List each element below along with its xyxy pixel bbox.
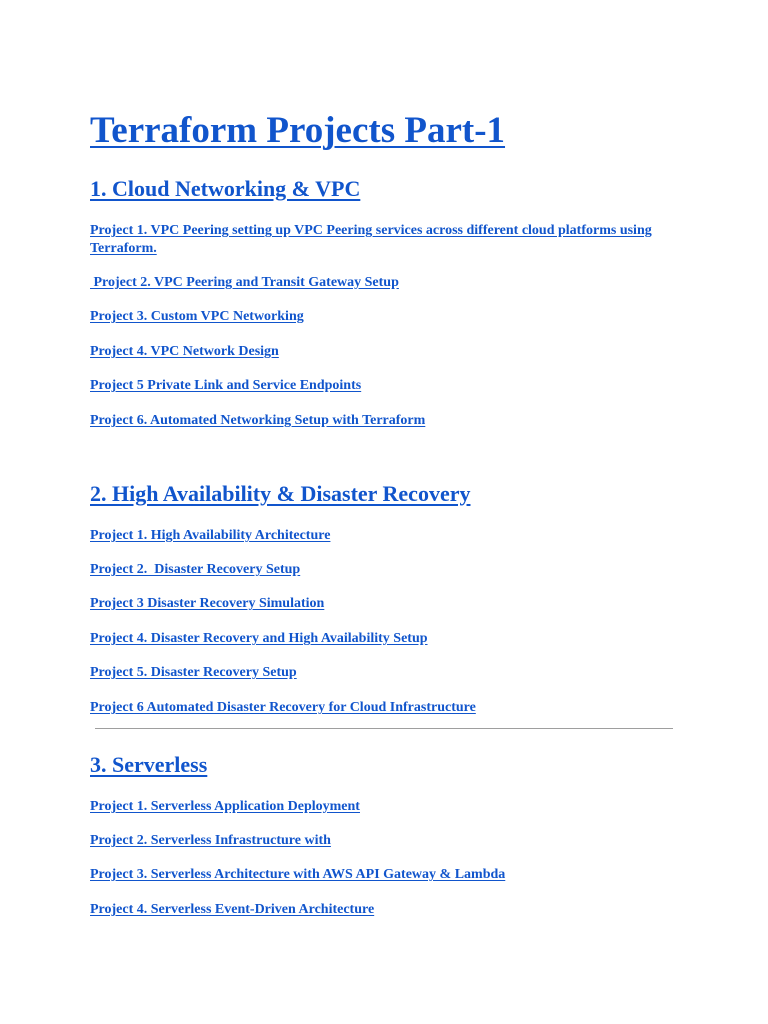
link-ha-project-3[interactable]: Project 3 Disaster Recovery Simulation [90, 596, 325, 611]
link-ha-project-2[interactable]: Project 2. Disaster Recovery Setup [90, 562, 301, 577]
link-ha-project-5[interactable]: Project 5. Disaster Recovery Setup [90, 665, 297, 680]
section-heading-cloud-networking[interactable]: 1. Cloud Networking & VPC [90, 176, 361, 201]
link-serverless-project-3[interactable]: Project 3. Serverless Architecture with AWS API Gateway & Lambda [90, 867, 506, 882]
link-networking-project-3[interactable]: Project 3. Custom VPC Networking [90, 309, 304, 324]
horizontal-divider [95, 728, 673, 729]
link-serverless-project-2[interactable]: Project 2. Serverless Infrastructure with [90, 833, 331, 848]
link-networking-project-4[interactable]: Project 4. VPC Network Design [90, 344, 279, 359]
link-serverless-project-4[interactable]: Project 4. Serverless Event-Driven Architecture [90, 902, 375, 917]
link-ha-project-6[interactable]: Project 6 Automated Disaster Recovery for Cloud Infrastructure [90, 700, 476, 715]
page-title-link[interactable]: Terraform Projects Part-1 [90, 110, 506, 151]
section-heading-serverless[interactable]: 3. Serverless [90, 752, 208, 777]
link-ha-project-4[interactable]: Project 4. Disaster Recovery and High Availability Setup [90, 631, 428, 646]
link-networking-project-5[interactable]: Project 5 Private Link and Service Endpoints [90, 378, 362, 393]
link-networking-project-2[interactable]: Project 2. VPC Peering and Transit Gateway Setup [90, 275, 399, 290]
link-ha-project-1[interactable]: Project 1. High Availability Architecture [90, 528, 331, 543]
link-networking-project-6[interactable]: Project 6. Automated Networking Setup with Terraform [90, 413, 426, 428]
link-serverless-project-1[interactable]: Project 1. Serverless Application Deployment [90, 799, 360, 814]
link-networking-project-1[interactable]: Project 1. VPC Peering setting up VPC Peering services across different cloud platforms using Terraform. [90, 223, 652, 256]
section-heading-high-availability[interactable]: 2. High Availability & Disaster Recovery [90, 481, 471, 506]
